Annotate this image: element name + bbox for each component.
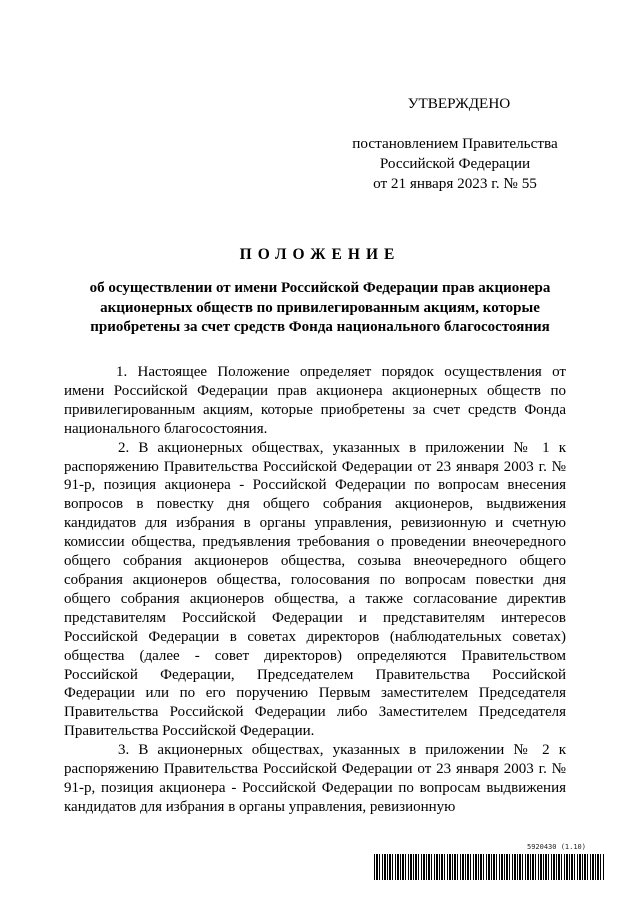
barcode-bars (374, 854, 604, 880)
approval-stamp (340, 94, 570, 194)
paragraph-1: 1. Настоящее Положение определяет порядок осуществления от имени Российской Федерации прав акционера акционерных обществ по привилегированным акциям, которые приобретены за счет средств Фонда национального благосостояния. (64, 364, 566, 437)
paragraph-2: 2. В акционерных обществах, указанных в приложении № 1 к распоряжению Правительства Российской Федерации от 23 января 2003 г. № 91-р, позиция акционера - Российской Федерации по вопросам внесения вопросов в повестку дня общего собрания акционеров, выдвижения кандидатов для избрания в органы управления, ревизионную и счетную комиссии общества, предъявления требования о проведении внеочередного общего собрания акционеров общества, созыва внеочередного общего собрания акционеров общества, голосования по вопросам повестки дня общего собрания акционеров общества, а также согласование директив представителям Российской Федерации и представителям интересов Российской Федерации в советах директоров (наблюдательных советах) общества (далее - совет директоров) определяются Правительством Российской Федерации, Председателем Правительства Российской Федерации или по его поручению Первым заместителем Председателя Правительства Российской Федерации либо Заместителем Председателя Правительства Российской Федерации. (64, 439, 566, 740)
approval-line-government: Российской Федерации (379, 155, 531, 172)
approval-heading: УТВЕРЖДЕНО (407, 95, 511, 112)
subtitle-line-1: об осуществлении от имени Российской Федерации прав акционера (89, 280, 551, 296)
document-subtitle (70, 279, 570, 338)
approval-line-resolution: постановлением Правительства (352, 135, 558, 152)
approval-line-date-number: от 21 января 2023 г. № 55 (373, 175, 537, 192)
barcode (374, 843, 604, 880)
barcode-number: 5920430 (1.10) (526, 843, 586, 851)
paragraph-3: 3. В акционерных обществах, указанных в приложении № 2 к распоряжению Правительства Российской Федерации от 23 января 2003 г. № 91-р, позиция акционера - Российской Федерации по вопросам выдвижения кандидатов для избрания в органы управления, ревизионную (64, 742, 566, 815)
document-title: ПОЛОЖЕНИЕ (239, 246, 401, 263)
document-body (64, 363, 566, 817)
subtitle-line-2: акционерных обществ по привилегированным акциям, которые (100, 299, 540, 316)
subtitle-line-3: приобретены за счет средств Фонда национального благосостояния (90, 319, 550, 335)
